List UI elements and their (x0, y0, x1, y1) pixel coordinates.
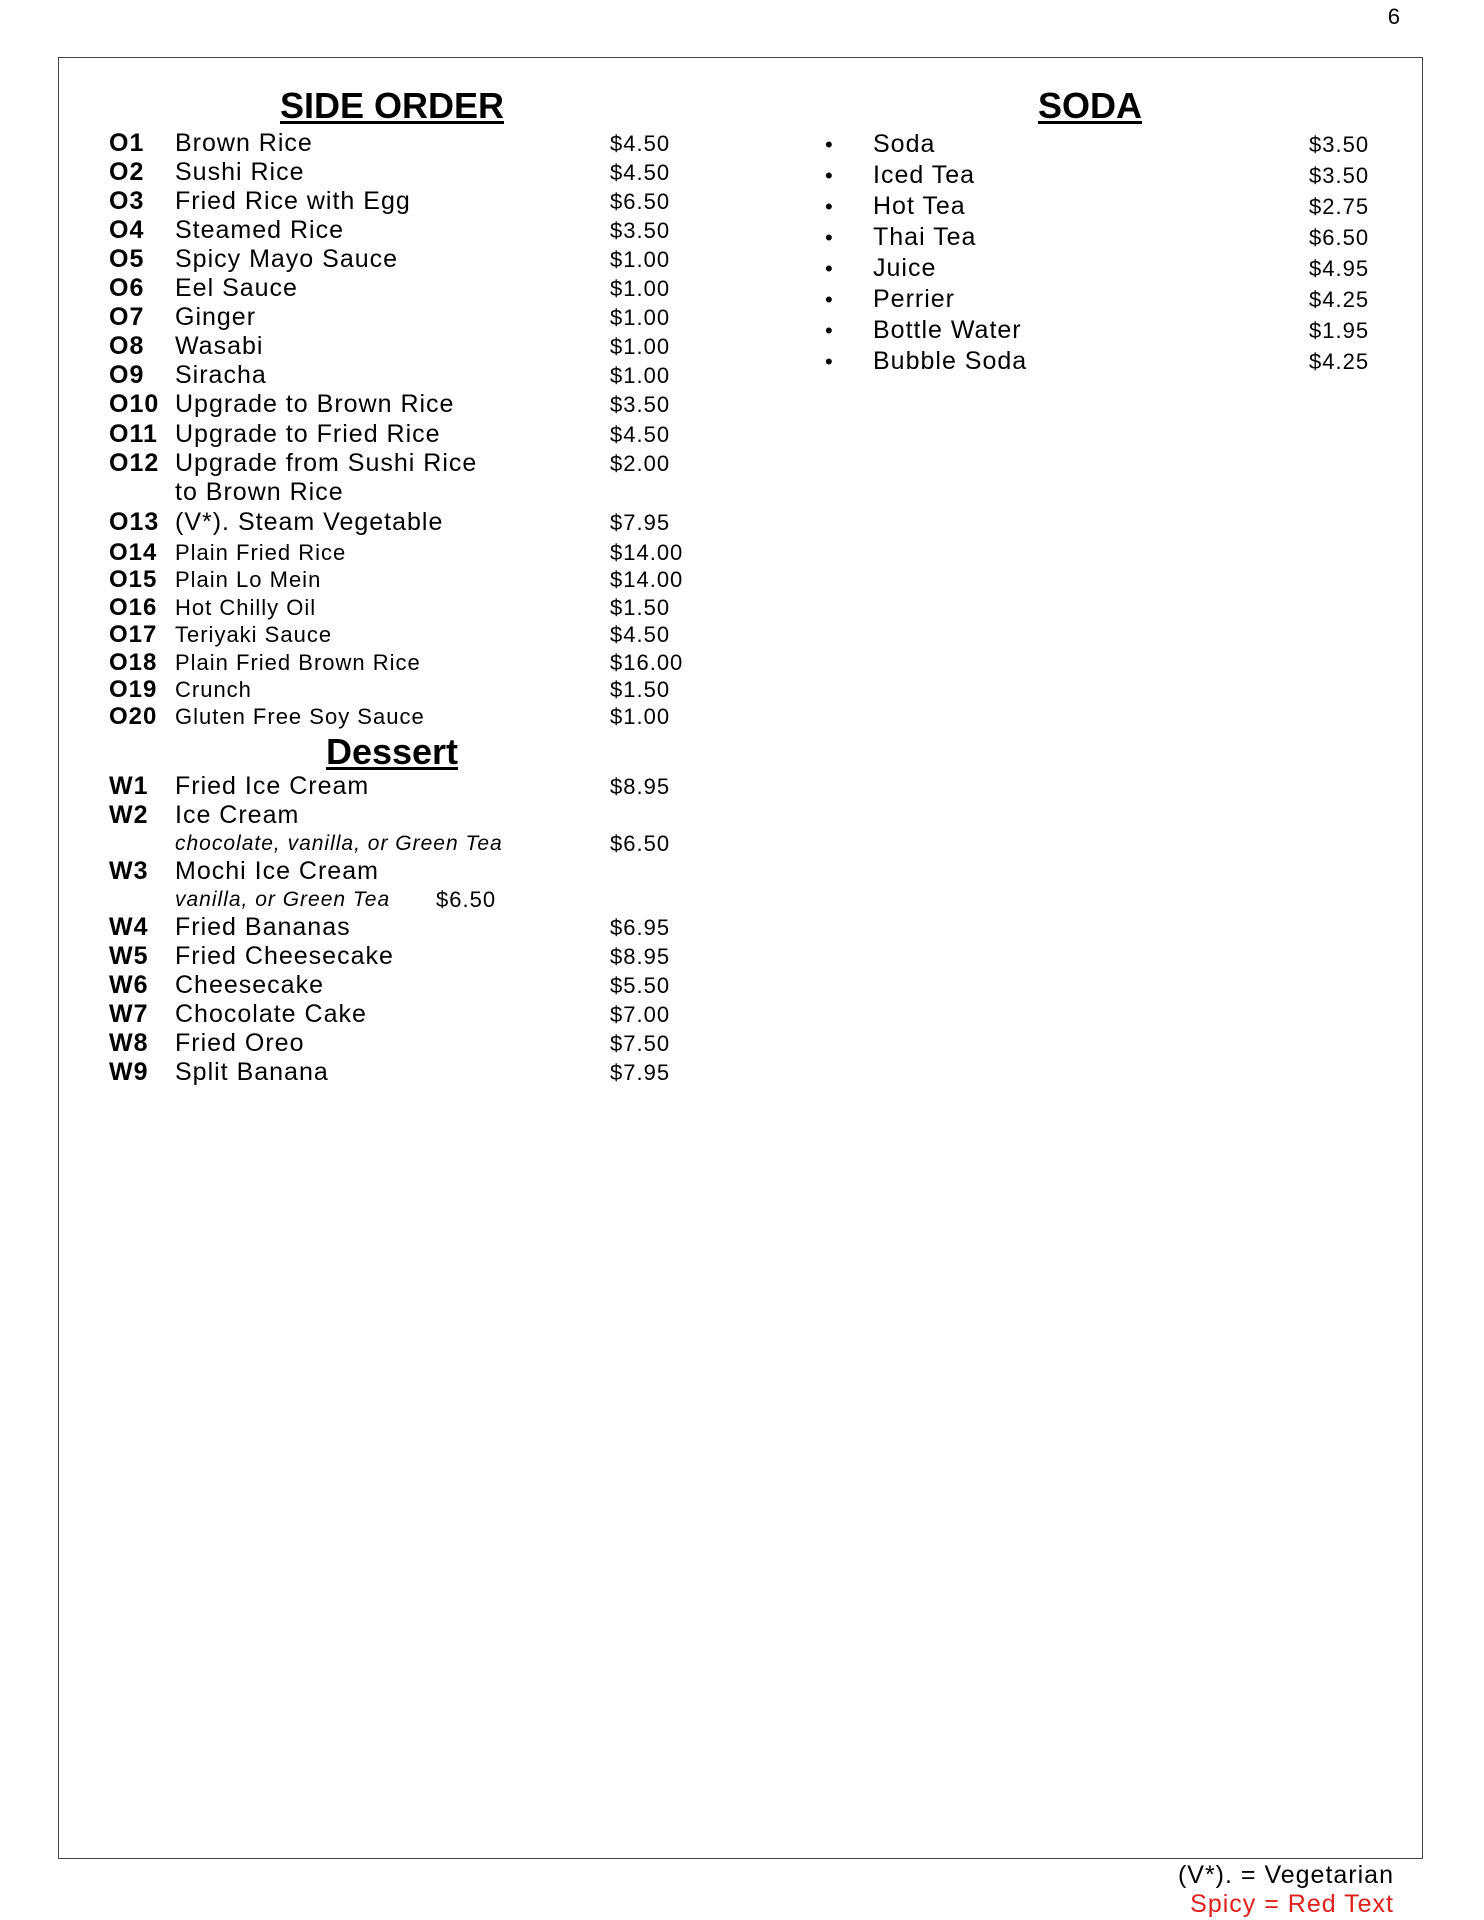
item-code: W3 (109, 857, 149, 885)
item-name: (V*). Steam Vegetable (175, 508, 444, 536)
item-code: O11 (109, 420, 158, 448)
bullet-icon: • (825, 132, 834, 157)
soda-title: SODA (1037, 85, 1142, 126)
item-price: $6.50 (610, 831, 671, 856)
item-price: $7.00 (610, 1002, 671, 1027)
item-price: $14.00 (610, 567, 684, 592)
item-price: $1.00 (610, 276, 671, 301)
item-price: $1.00 (610, 305, 671, 330)
bullet-icon: • (825, 256, 834, 281)
item-code: O13 (109, 508, 160, 536)
bullet-icon: • (825, 194, 834, 219)
menu-row (109, 361, 729, 390)
menu-row (109, 857, 729, 886)
bullet-icon: • (825, 287, 834, 312)
drink-row (825, 316, 1385, 345)
drink-price: $4.95 (1309, 256, 1370, 281)
menu-row (109, 676, 729, 703)
item-code: O7 (109, 303, 145, 331)
menu-row (109, 539, 729, 566)
item-price: $3.50 (610, 392, 671, 417)
item-name: Fried Ice Cream (175, 772, 370, 800)
item-name: Chocolate Cake (175, 1000, 367, 1028)
item-price: $4.50 (610, 422, 671, 447)
item-code: W8 (109, 1029, 149, 1057)
item-name: Hot Chilly Oil (175, 595, 317, 620)
item-price: $8.95 (610, 774, 671, 799)
item-code: O4 (109, 216, 145, 244)
item-name: Brown Rice (175, 129, 313, 157)
menu-row (109, 649, 729, 676)
item-name: Fried Cheesecake (175, 942, 394, 970)
menu-row (109, 449, 729, 478)
item-name: Steamed Rice (175, 216, 345, 244)
item-price: $7.95 (610, 1060, 671, 1085)
item-code: O14 (109, 539, 158, 566)
item-price: $7.50 (610, 1031, 671, 1056)
item-name: Fried Oreo (175, 1029, 305, 1057)
item-code: O3 (109, 187, 145, 215)
menu-row (109, 703, 729, 730)
item-name: Ginger (175, 303, 257, 331)
menu-row (109, 420, 729, 449)
item-name: Upgrade to Fried Rice (175, 420, 441, 448)
drink-price: $6.50 (1309, 225, 1370, 250)
item-price: $1.00 (610, 247, 671, 272)
item-price: $16.00 (610, 650, 684, 675)
item-price: $2.00 (610, 451, 671, 476)
item-name: Fried Rice with Egg (175, 187, 411, 215)
drink-row (825, 223, 1385, 252)
menu-row (109, 129, 729, 158)
bullet-icon: • (825, 318, 834, 343)
item-code: O20 (109, 703, 158, 730)
item-flavors: vanilla, or Green Tea (175, 888, 391, 911)
menu-row (109, 772, 729, 801)
drink-name: Bottle Water (873, 316, 1022, 344)
item-name: Ice Cream (175, 801, 300, 829)
item-code: O17 (109, 621, 158, 648)
menu-row (109, 594, 729, 621)
drink-price: $2.75 (1309, 194, 1370, 219)
menu-row-flavor-note (109, 885, 729, 914)
drink-price: $4.25 (1309, 287, 1370, 312)
item-code: O5 (109, 245, 145, 273)
item-price: $1.00 (610, 334, 671, 359)
item-name: Teriyaki Sauce (175, 622, 333, 647)
item-code: O16 (109, 594, 158, 621)
item-name: to Brown Rice (175, 478, 344, 506)
item-code: O1 (109, 129, 145, 157)
menu-row (109, 1000, 729, 1029)
drink-name: Hot Tea (873, 192, 966, 220)
item-code: W9 (109, 1058, 149, 1086)
drink-name: Perrier (873, 285, 956, 313)
item-code: W5 (109, 942, 149, 970)
item-price: $7.95 (610, 510, 671, 535)
drink-name: Juice (873, 254, 937, 282)
menu-row (109, 332, 729, 361)
menu-row (109, 971, 729, 1000)
menu-row (109, 1029, 729, 1058)
menu-row (109, 216, 729, 245)
item-price: $8.95 (610, 944, 671, 969)
drink-row (825, 347, 1385, 376)
item-code: W2 (109, 801, 149, 829)
drink-price: $4.25 (1309, 349, 1370, 374)
drink-row (825, 285, 1385, 314)
item-price: $1.00 (610, 704, 671, 729)
item-price: $1.00 (610, 363, 671, 388)
menu-row-continuation (109, 478, 729, 507)
menu-row (109, 187, 729, 216)
item-name: Sushi Rice (175, 158, 305, 186)
item-code: O10 (109, 390, 160, 418)
item-code: O15 (109, 566, 158, 593)
item-price: $4.50 (610, 131, 671, 156)
menu-row (109, 390, 729, 419)
drink-price: $1.95 (1309, 318, 1370, 343)
item-price: $3.50 (610, 218, 671, 243)
menu-row (109, 801, 729, 830)
item-name: Siracha (175, 361, 267, 389)
item-price: $5.50 (610, 973, 671, 998)
drink-name: Thai Tea (873, 223, 977, 251)
item-code: O2 (109, 158, 145, 186)
item-name: Spicy Mayo Sauce (175, 245, 399, 273)
item-name: Upgrade from Sushi Rice (175, 449, 478, 477)
item-price: $4.50 (610, 622, 671, 647)
item-name: Plain Fried Brown Rice (175, 650, 421, 675)
legend-spicy: Spicy = Red Text (1190, 1890, 1394, 1918)
menu-row (109, 274, 729, 303)
menu-row-flavor-note (109, 829, 729, 858)
item-price: $1.50 (610, 595, 671, 620)
item-code: W4 (109, 913, 149, 941)
item-name: Cheesecake (175, 971, 324, 999)
item-name: Eel Sauce (175, 274, 298, 302)
menu-row (109, 158, 729, 187)
item-name: Crunch (175, 677, 252, 702)
item-price: $6.50 (436, 887, 497, 912)
item-code: W7 (109, 1000, 149, 1028)
item-price: $4.50 (610, 160, 671, 185)
drink-name: Iced Tea (873, 161, 976, 189)
drink-row (825, 130, 1385, 159)
item-code: O9 (109, 361, 145, 389)
page-number: 6 (1387, 4, 1400, 29)
item-name: Plain Lo Mein (175, 567, 322, 592)
legend-vegetarian: (V*). = Vegetarian (1177, 1861, 1394, 1889)
item-price: $1.50 (610, 677, 671, 702)
item-name: Gluten Free Soy Sauce (175, 704, 425, 729)
item-price: $6.95 (610, 915, 671, 940)
menu-row (109, 566, 729, 593)
drink-row (825, 161, 1385, 190)
item-name: Fried Bananas (175, 913, 351, 941)
side-order-title: SIDE ORDER (279, 85, 505, 126)
item-code: W6 (109, 971, 149, 999)
menu-row (109, 1058, 729, 1087)
item-code: O6 (109, 274, 145, 302)
item-code: O12 (109, 449, 160, 477)
menu-row (109, 913, 729, 942)
item-name: Mochi Ice Cream (175, 857, 379, 885)
dessert-title: Dessert (325, 731, 459, 772)
item-name: Upgrade to Brown Rice (175, 390, 455, 418)
bullet-icon: • (825, 163, 834, 188)
menu-row (109, 942, 729, 971)
drink-row (825, 192, 1385, 221)
menu-row (109, 245, 729, 274)
drink-price: $3.50 (1309, 163, 1370, 188)
item-name: Wasabi (175, 332, 264, 360)
drink-name: Bubble Soda (873, 347, 1028, 375)
menu-row (109, 621, 729, 648)
bullet-icon: • (825, 225, 834, 250)
item-price: $14.00 (610, 540, 684, 565)
bullet-icon: • (825, 349, 834, 374)
drink-name: Soda (873, 130, 936, 158)
item-code: O18 (109, 649, 158, 676)
menu-row (109, 303, 729, 332)
menu-row (109, 508, 729, 537)
item-flavors: chocolate, vanilla, or Green Tea (175, 832, 503, 855)
item-price: $6.50 (610, 189, 671, 214)
item-code: W1 (109, 772, 149, 800)
drink-price: $3.50 (1309, 132, 1370, 157)
item-code: O8 (109, 332, 145, 360)
item-name: Split Banana (175, 1058, 329, 1086)
item-code: O19 (109, 676, 158, 703)
drink-row (825, 254, 1385, 283)
item-name: Plain Fried Rice (175, 540, 347, 565)
